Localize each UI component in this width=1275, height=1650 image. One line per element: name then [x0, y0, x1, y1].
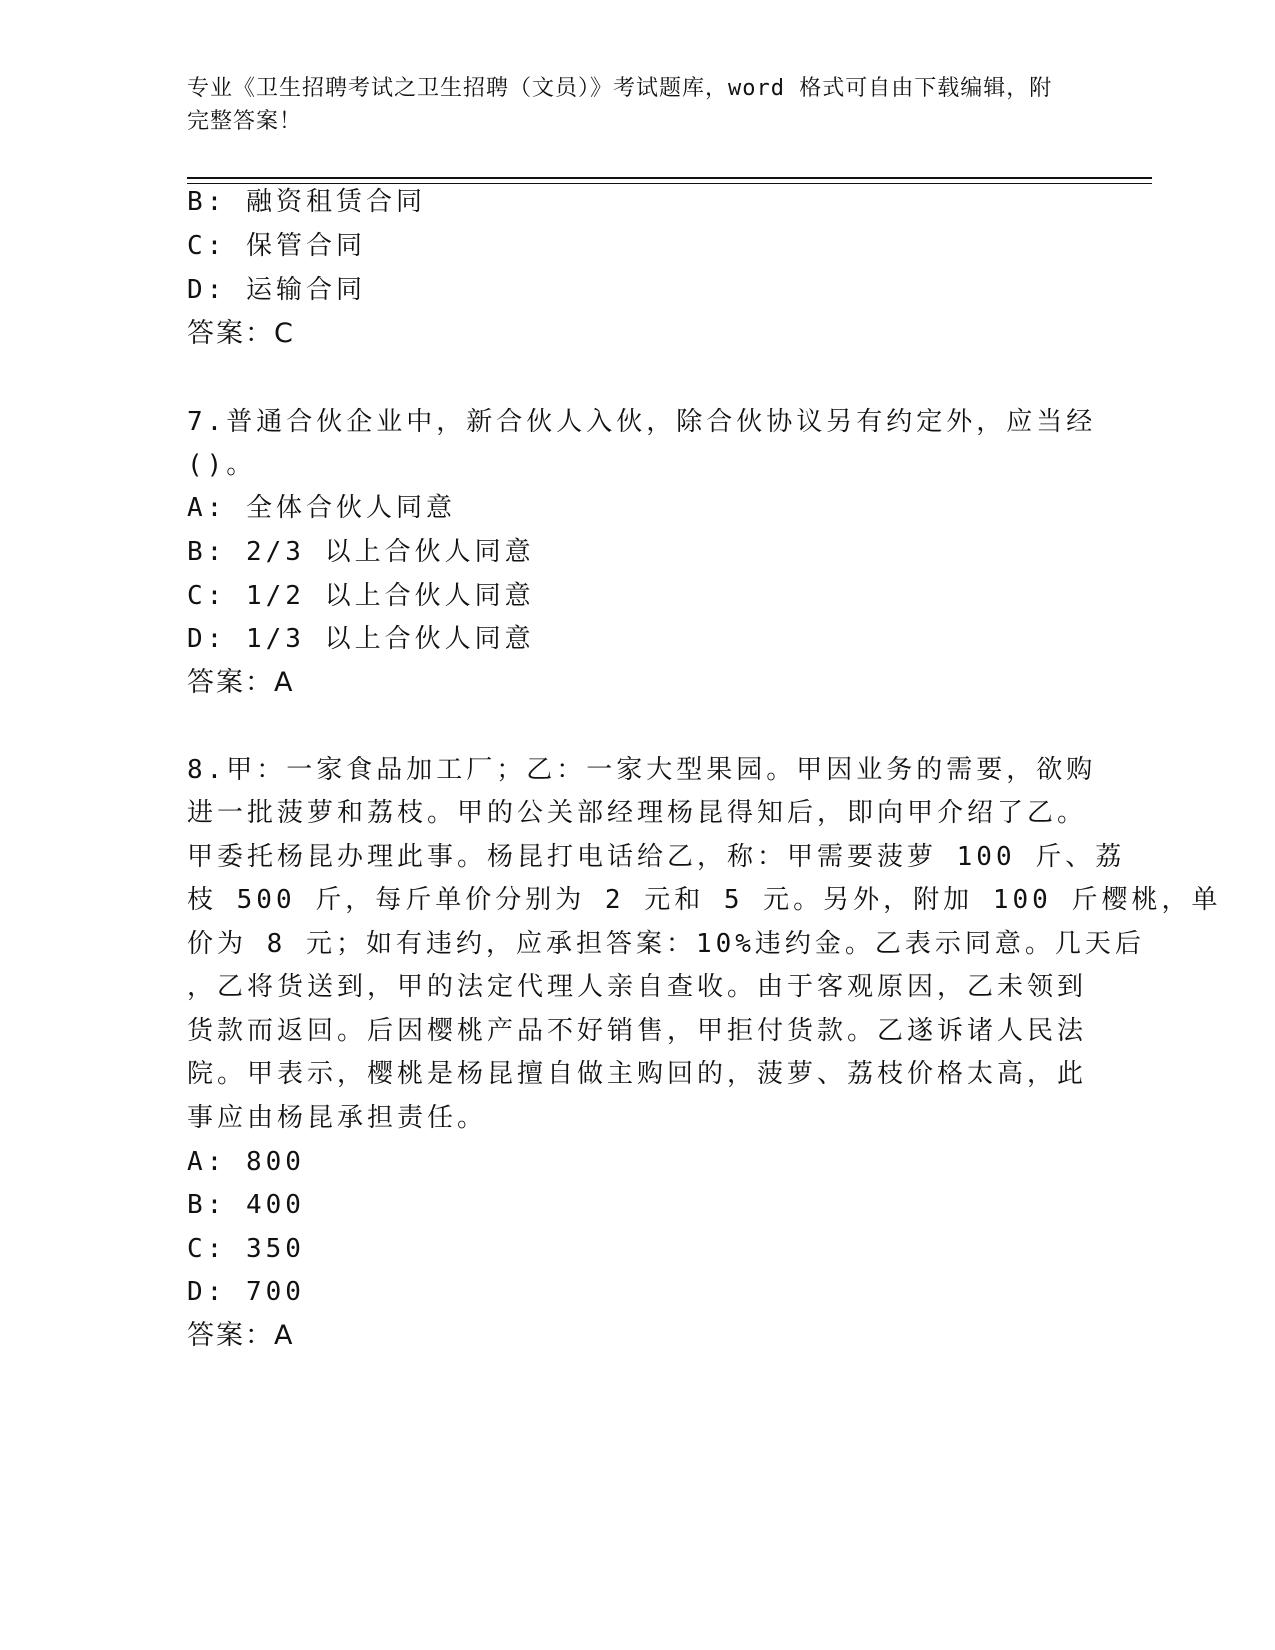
q7-option-c: C: 1/2 以上合伙人同意 [187, 581, 535, 611]
q6-option-c: C: 保管合同 [187, 231, 366, 261]
q8-answer: 答案：A [187, 1320, 295, 1351]
q6-option-b: B: 融资租赁合同 [187, 187, 426, 217]
header-rule-thick [187, 177, 1152, 179]
document-header: 专业《卫生招聘考试之卫生招聘（文员）》考试题库，word 格式可自由下载编辑，附完整答案！ [187, 76, 1053, 134]
q8-stem-line-6: ，乙将货送到，甲的法定代理人亲自查收。由于客观原因，乙未领到 [187, 972, 1088, 1002]
q7-option-d: D: 1/3 以上合伙人同意 [187, 624, 535, 654]
q8-stem-line-9: 事应由杨昆承担责任。 [187, 1103, 488, 1133]
q8-stem-line-3: 甲委托杨昆办理此事。杨昆打电话给乙，称：甲需要菠萝 100 斤、荔 [187, 842, 1126, 872]
q8-stem-line-8: 院。甲表示，樱桃是杨昆擅自做主购回的，菠萝、荔枝价格太高，此 [187, 1059, 1088, 1089]
q8-option-d: D: 700 [187, 1277, 305, 1307]
q8-stem-line-2: 进一批菠萝和荔枝。甲的公关部经理杨昆得知后，即向甲介绍了乙。 [187, 798, 1088, 828]
q7-stem-line-1: 7.普通合伙企业中，新合伙人入伙，除合伙协议另有约定外，应当经 [187, 407, 1097, 437]
q8-option-a: A: 800 [187, 1147, 305, 1177]
q8-stem-line-1: 8.甲：一家食品加工厂；乙：一家大型果园。甲因业务的需要，欲购 [187, 755, 1097, 785]
q8-option-b: B: 400 [187, 1190, 305, 1220]
q7-option-b: B: 2/3 以上合伙人同意 [187, 537, 535, 567]
q7-option-a: A: 全体合伙人同意 [187, 493, 456, 523]
q6-option-d: D: 运输合同 [187, 275, 366, 305]
q8-option-c: C: 350 [187, 1234, 305, 1264]
q7-answer: 答案：A [187, 667, 295, 698]
q8-stem-line-4: 枝 500 斤，每斤单价分别为 2 元和 5 元。另外，附加 100 斤樱桃，单 [187, 885, 1222, 915]
q7-stem-line-2: ()。 [187, 450, 257, 480]
q6-answer: 答案：C [187, 318, 295, 349]
q8-stem-line-7: 货款而返回。后因樱桃产品不好销售，甲拒付货款。乙遂诉诸人民法 [187, 1016, 1088, 1046]
header-rule-thin [187, 183, 1152, 184]
q8-stem-line-5: 价为 8 元；如有违约，应承担答案：10%违约金。乙表示同意。几天后 [187, 929, 1145, 959]
